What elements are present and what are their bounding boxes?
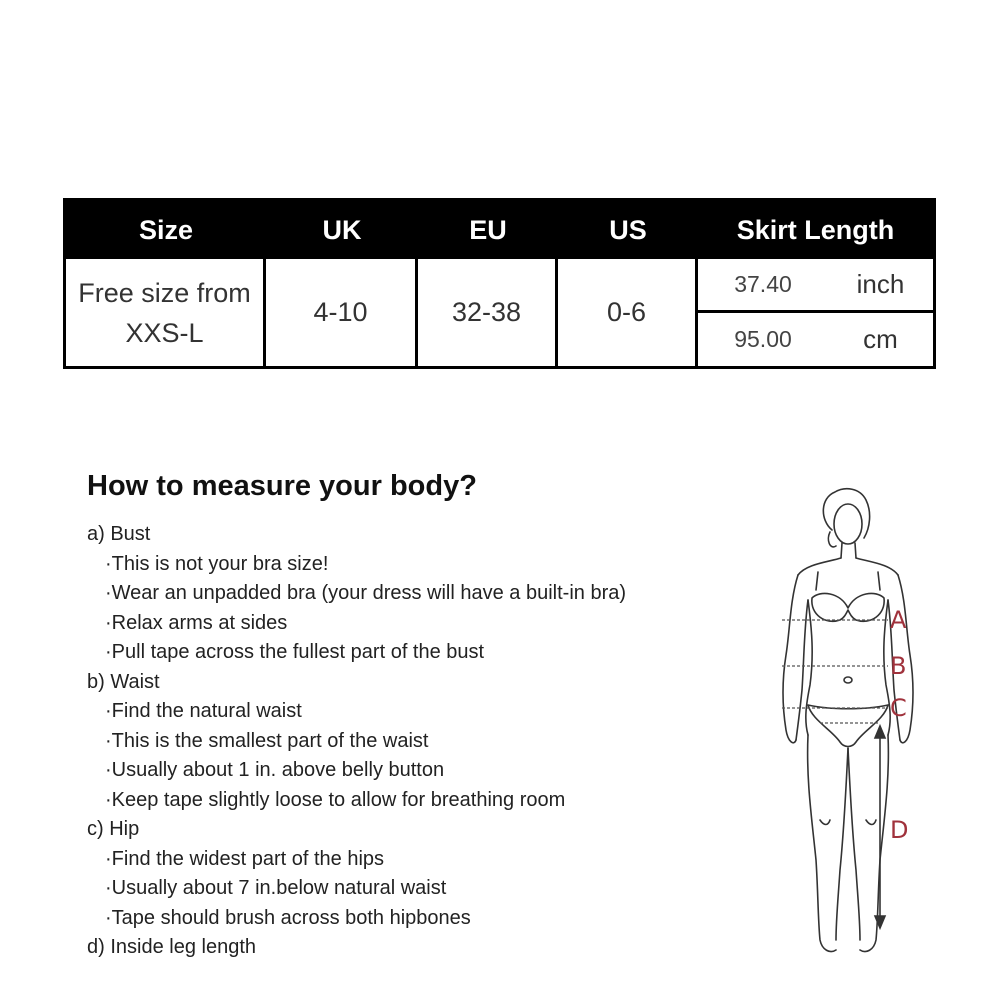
size-table-header: [66, 201, 933, 259]
guide-item: ·This is not your bra size!: [105, 552, 329, 575]
guide-item: d) Inside leg length: [87, 936, 257, 958]
header-eu: EU: [469, 214, 507, 245]
cell-us: 0-6: [558, 259, 698, 366]
guide-title: How to measure your body?: [87, 470, 477, 502]
length-cm-unit: cm: [863, 323, 898, 354]
guide-item: ·Find the widest part of the hips: [105, 847, 385, 870]
guide-item: ·Wear an unpadded bra (your dress will have a built-in bra): [105, 582, 627, 604]
cell-uk: 4-10: [266, 259, 418, 366]
length-cm-value: 95.00: [734, 325, 792, 352]
length-inch-value: 37.40: [734, 271, 792, 297]
body-outline-icon: [760, 480, 950, 970]
measure-label-a: A: [890, 606, 907, 634]
length-inch-unit: inch: [856, 269, 905, 299]
header-size: Size: [138, 214, 194, 245]
guide-item: ·Tape should brush across both hipbones: [105, 906, 471, 929]
guide-list: [87, 520, 727, 963]
guide-item: b) Waist: [87, 670, 160, 693]
header-us: US: [609, 214, 647, 245]
guide-item: ·Keep tape slightly loose to allow for breathing room: [105, 788, 566, 811]
size-line-1: Free size from: [78, 277, 251, 308]
guide-item: ·Usually about 7 in.below natural waist: [105, 877, 447, 899]
size-chart-table: [63, 198, 936, 369]
guide-item: ·Pull tape across the fullest part of the bust: [105, 641, 485, 663]
guide-item: c) Hip: [87, 818, 140, 840]
length-inch-row: [698, 260, 933, 313]
guide-item: ·This is the smallest part of the waist: [105, 729, 429, 752]
measure-label-c: C: [890, 694, 907, 722]
body-measurement-figure: [760, 480, 950, 970]
guide-item: a) Bust: [87, 523, 151, 545]
guide-item: ·Usually about 1 in. above belly button: [105, 759, 445, 781]
guide-item: ·Find the natural waist: [105, 700, 302, 722]
cell-size: [66, 259, 266, 366]
measure-label-b: B: [890, 652, 907, 680]
guide-item: ·Relax arms at sides: [105, 611, 288, 634]
cell-eu: 32-38: [418, 259, 558, 366]
header-skirt-length: Skirt Length: [736, 214, 895, 245]
size-table-row: [66, 259, 933, 366]
header-uk: UK: [322, 214, 362, 245]
measure-label-d: D: [890, 816, 909, 844]
cell-skirt-length: [698, 259, 933, 366]
size-line-2: XXS-L: [125, 317, 204, 348]
length-cm-row: [698, 313, 933, 366]
